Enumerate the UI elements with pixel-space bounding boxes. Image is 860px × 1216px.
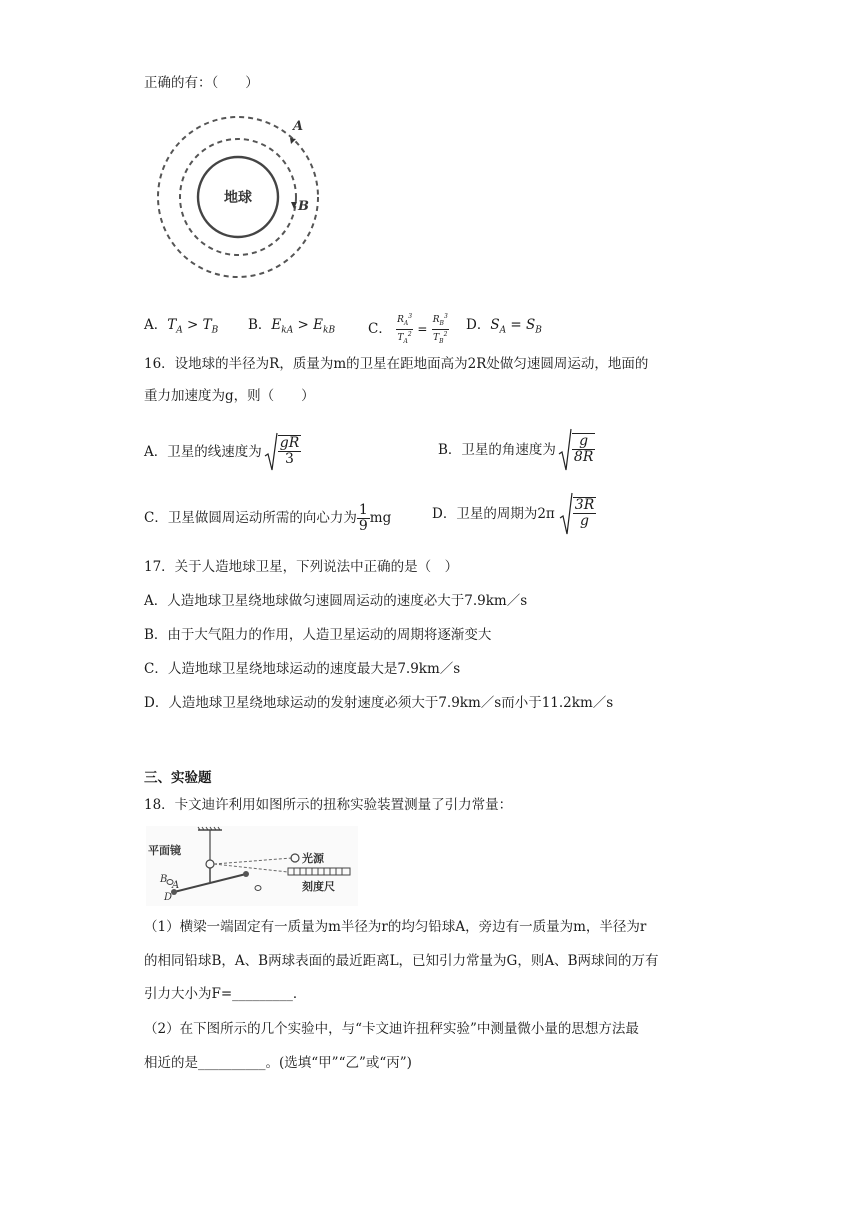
- q17-option-c: C．人造地球卫星绕地球运动的速度最大是7.9km／s: [144, 661, 461, 677]
- q15-option-a: A．$T_A > T_B$: [144, 317, 219, 336]
- q17-option-d: D．人造地球卫星绕地球运动的发射速度必须大于7.9km／s而小于11.2km／s: [144, 695, 614, 711]
- q15-orbit-figure: [150, 108, 330, 288]
- satellite-a-label: A: [293, 119, 304, 134]
- point-d-label: D: [164, 892, 173, 903]
- q15-stem-tail: 正确的有：（ ）: [144, 75, 259, 91]
- q16-option-b: B．卫星的角速度为 $\frac{g}{8R}$: [438, 428, 595, 472]
- q15-option-d: D．$S_A = S_B$: [466, 317, 542, 336]
- scale-label: 刻度尺: [302, 880, 335, 893]
- q17-option-a: A．人造地球卫星绕地球做匀速圆周运动的速度必大于7.9km／s: [144, 593, 528, 609]
- q18-torsion-balance-figure: [146, 826, 358, 906]
- satellite-b-label: B: [298, 199, 309, 214]
- satellite-a-arrow: [290, 138, 296, 144]
- sqrt-sign: [559, 492, 573, 536]
- earth-label: 地球: [224, 190, 252, 206]
- q16-option-c: C．卫星做圆周运动所需的向心力为 $\frac{1}{9}$ mg: [144, 501, 392, 534]
- q18-part1-line1: （1）横梁一端固定有一质量为m半径为r的均匀铅球A，旁边有一质量为m，半径为r: [144, 919, 647, 935]
- sqrt-sign: [264, 432, 278, 472]
- q15-option-c: C． $\frac{R_A^3}{T_A^2}$ = $\frac{R_B^3}{T_B^2}$: [368, 313, 448, 345]
- ball-a-label: A: [172, 880, 180, 891]
- q16-stem-line2: 重力加速度为g，则（ ）: [144, 388, 315, 404]
- q17-option-b: B．由于大气阻力的作用，人造卫星运动的周期将逐渐变大: [144, 627, 492, 643]
- mirror-label: 平面镜: [148, 844, 181, 857]
- satellite-b-arrow: [291, 202, 297, 209]
- sqrt-sign: [558, 428, 572, 472]
- q16-option-d: D．卫星的周期为2π $\frac{3R}{g}$: [432, 492, 596, 536]
- q18-part1-line3: 引力大小为F=_________．: [144, 986, 307, 1002]
- q18-part1-line2: 的相同铅球B，A、B两球表面的最近距离L，已知引力常量为G，则A、B两球间的万有: [144, 953, 659, 969]
- ball-b-label: B: [160, 874, 168, 885]
- q15-option-b: B．$E_{kA} > E_{kB}$: [248, 317, 336, 336]
- q18-part2-line1: （2）在下图所示的几个实验中，与“卡文迪许扭秤实验”中测量微小量的思想方法最: [144, 1021, 639, 1037]
- q17-stem: 17．关于人造地球卫星，下列说法中正确的是（ ）: [144, 559, 459, 575]
- q18-part2-line2: 相近的是__________。(选填“甲”“乙”或“丙”): [144, 1055, 412, 1071]
- q18-stem: 18．卡文迪许利用如图所示的扭称实验装置测量了引力常量：: [144, 797, 513, 813]
- light-source-label: 光源: [302, 852, 324, 865]
- q16-option-a: A．卫星的线速度为 $\frac{gR}{3}$: [144, 432, 301, 472]
- section-title: 三、实验题: [144, 770, 212, 786]
- q16-stem-line1: 16．设地球的半径为R，质量为m的卫星在距地面高为2R处做匀速圆周运动，地面的: [144, 356, 649, 372]
